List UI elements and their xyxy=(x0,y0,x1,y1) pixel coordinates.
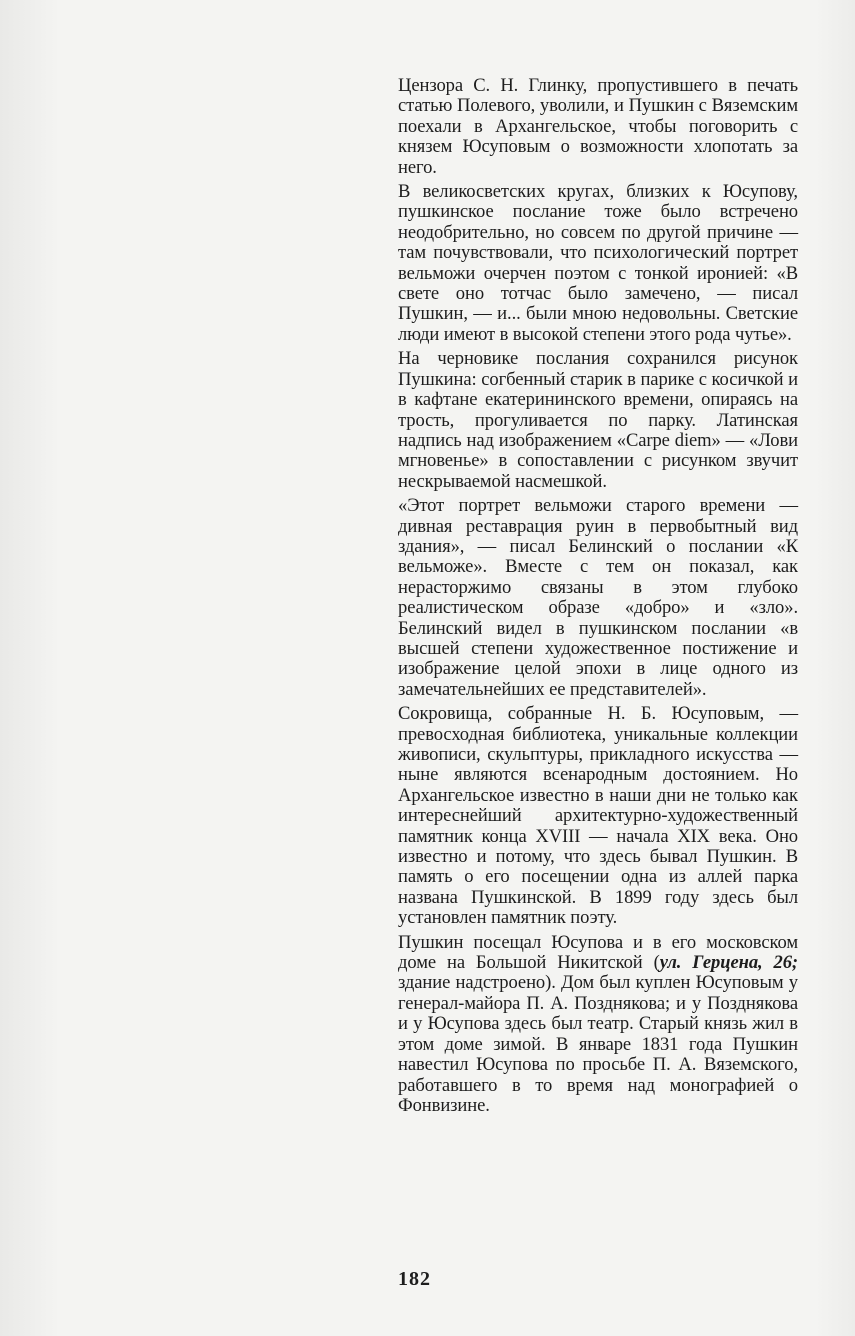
paragraph-3: На черновике послания сохранился рисунок Пушкина: согбенный старик в парике с косичкой и в кафтане екатерининского времени, опираясь на трость, прогуливается по парку. Латинская надпись над изображением «Carpe diem» — «Лови мгновенье» в сопоставлении с рисунком звучит нескрываемой насмешкой. xyxy=(398,348,798,492)
page-edge-shadow-left xyxy=(0,0,60,1336)
page-edge-shadow-right xyxy=(815,0,855,1336)
paragraph-6-text-after: здание надстроено). Дом был куплен Юсуповым у генерал-майора П. А. Позднякова; и у Позднякова и у Юсупова здесь был театр. Старый князь жил в этом доме зимой. В январе 1831 года Пушкин навестил Юсупова по просьбе П. А. Вяземского, работавшего в то время над монографией о Фонвизине. xyxy=(398,972,798,1116)
paragraph-5: Сокровища, собранные Н. Б. Юсуповым, — превосходная библиотека, уникальные коллекции живописи, скульптуры, прикладного искусства — ныне являются всенародным достоянием. Но Архангельское известно в наши дни не только как интереснейший архитектурно-художественный памятник конца XVIII — начала XIX века. Оно известно и потому, что здесь бывал Пушкин. В память о его посещении одна из аллей парка названа Пушкинской. В 1899 году здесь был установлен памятник поэту. xyxy=(398,703,798,929)
page-number: 182 xyxy=(398,1268,431,1290)
paragraph-1: Цензора С. Н. Глинку, пропустившего в печать статью Полевого, уволили, и Пушкин с Вяземским поехали в Архангельское, чтобы поговорить с князем Юсуповым о возможности хлопотать за него. xyxy=(398,75,798,178)
paragraph-6 xyxy=(398,933,798,1117)
text-column xyxy=(398,76,798,1120)
paragraph-2: В великосветских кругах, близких к Юсупову, пушкинское послание тоже было встречено неодобрительно, но совсем по другой причине — там почувствовали, что психологический портрет вельможи очерчен поэтом с тонкой иронией: «В свете оно тотчас было замечено, — писал Пушкин, — и... были мною недовольны. Светские люди имеют в высокой степени этого рода чутье». xyxy=(398,181,798,345)
paragraph-6-text-before: Пушкин посещал Юсупова и в его московском доме на Большой Никитской ( xyxy=(398,931,798,974)
address-note: ул. Герцена, 26; xyxy=(659,952,799,974)
paragraph-4: «Этот портрет вельможи старого времени — дивная реставрация руин в первобытный вид здания», — писал Белинский о послании «К вельможе». Вместе с тем он показал, как нерасторжимо связаны в этом глубоко реалистическом образе «добро» и «зло». Белинский видел в пушкинском послании «в высшей степени художественное постижение и изображение целой эпохи в лице одного из замечательнейших ее представителей». xyxy=(398,495,798,700)
